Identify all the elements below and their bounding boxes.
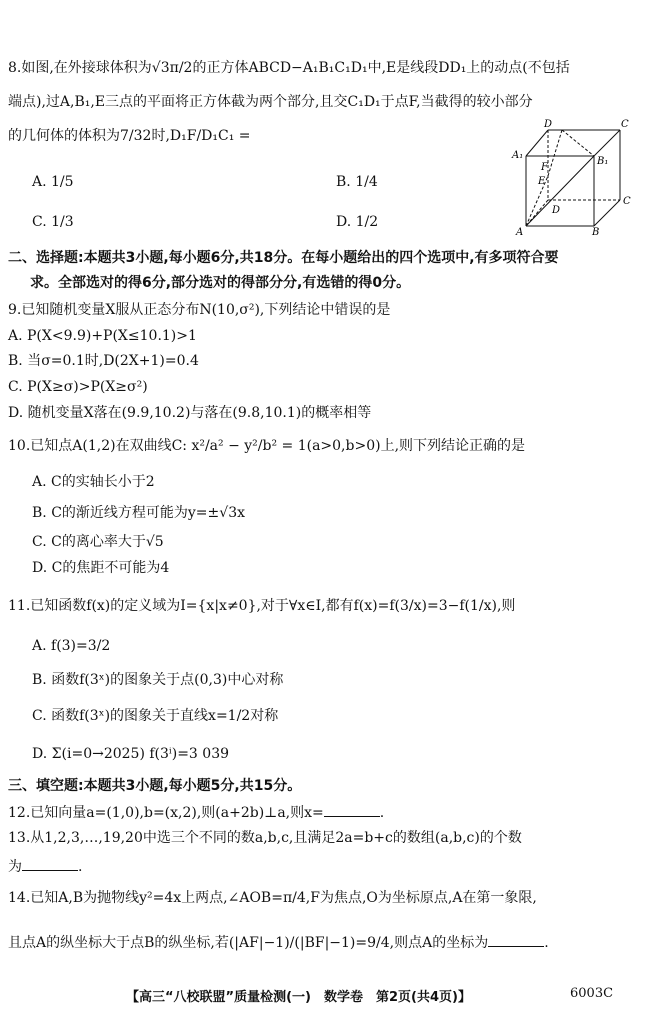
q10-option-b: B. C的渐近线方程可能为y=±√3x <box>32 505 245 521</box>
q9-option-b: B. 当σ=0.1时,D(2X+1)=0.4 <box>8 353 199 369</box>
q13-end: . <box>78 859 83 875</box>
fig-label-f: F <box>541 162 548 173</box>
q10-option-d: D. C的焦距不可能为4 <box>32 560 170 576</box>
section3-heading: 三、填空题:本题共3小题,每小题5分,共15分。 <box>8 778 302 794</box>
q9-stem: 9.已知随机变量X服从正态分布N(10,σ²),下列结论中错误的是 <box>8 302 391 318</box>
q9-option-a: A. P(X<9.9)+P(X≤10.1)>1 <box>8 328 197 344</box>
q10-option-c: C. C的离心率大于√5 <box>32 534 164 550</box>
q14-line2-text: 且点A的纵坐标大于点B的纵坐标,若(|AF|−1)/(|BF|−1)=9/4,则点A的坐标为 <box>8 935 489 951</box>
q14-end: . <box>544 935 549 951</box>
q11-option-a: A. f(3)=3/2 <box>32 638 111 654</box>
q11-option-c: C. 函数f(3ˣ)的图象关于直线x=1/2对称 <box>32 708 279 724</box>
q14-answer-blank[interactable] <box>488 932 544 947</box>
q11-option-d: D. Σ(i=0→2025) f(3ⁱ)=3 039 <box>32 746 230 762</box>
q13-line2-text: 为 <box>8 859 22 875</box>
fig-label-e: E <box>538 176 546 187</box>
q8-line2: 端点),过A,B₁,E三点的平面将正方体截为两个部分,且交C₁D₁于点F,当截得的较小部分 <box>8 94 533 110</box>
fig-label-a1: A₁ <box>512 150 524 161</box>
q8-option-d: D. 1/2 <box>336 214 379 230</box>
footer-title: 【高三“八校联盟”质量检测(一) 数学卷 第2页(共4页)】 <box>126 990 471 1005</box>
q12-end: . <box>379 805 385 821</box>
q8-option-c: C. 1/3 <box>32 214 74 230</box>
q13-line1: 13.从1,2,3,…,19,20中选三个不同的数a,b,c,且满足2a=b+c的数组(a,b,c)的个数 <box>8 830 522 846</box>
fig-label-b: B <box>592 227 600 238</box>
fig-label-b1: B₁ <box>597 156 609 167</box>
q8-option-b: B. 1/4 <box>336 174 378 190</box>
footer-code: 6003C <box>570 986 614 1001</box>
q10-stem: 10.已知点A(1,2)在双曲线C: x²/a² − y²/b² = 1(a>0,b>0)上,则下列结论正确的是 <box>8 438 526 454</box>
section2-heading-line1: 二、选择题:本题共3小题,每小题6分,共18分。在每小题给出的四个选项中,有多项符合要 <box>8 250 559 266</box>
q10-option-a: A. C的实轴长小于2 <box>32 474 155 490</box>
fig-label-d: D <box>552 205 561 216</box>
q12-stem: 12.已知向量a=(1,0),b=(x,2),则(a+2b)⊥a,则x= <box>8 805 324 821</box>
q11-option-b: B. 函数f(3ˣ)的图象关于点(0,3)中心对称 <box>32 672 284 688</box>
q8-line1: 8.如图,在外接球体积为√3π/2的正方体ABCD−A₁B₁C₁D₁中,E是线段DD₁上的动点(不包括 <box>8 60 570 76</box>
fig-label-d1: D <box>544 119 553 130</box>
section2-heading-line2: 求。全部选对的得6分,部分选对的得部分分,有选错的得0分。 <box>30 275 411 291</box>
q11-stem: 11.已知函数f(x)的定义域为I={x|x≠0},对于∀x∈I,都有f(x)=f(3/x)=3−f(1/x),则 <box>8 598 516 614</box>
fig-label-a: A <box>516 227 524 238</box>
cube-figure <box>508 118 638 238</box>
q14-line2 <box>8 932 549 953</box>
q8-line3: 的几何体的体积为7/32时,D₁F/D₁C₁ = <box>8 128 251 144</box>
q12-answer-blank[interactable] <box>324 802 380 817</box>
q9-option-c: C. P(X≥σ)>P(X≥σ²) <box>8 379 148 395</box>
q13-answer-blank[interactable] <box>22 856 78 871</box>
q9-option-d: D. 随机变量X落在(9.9,10.2)与落在(9.8,10.1)的概率相等 <box>8 405 372 421</box>
fig-label-c1: C <box>621 119 629 130</box>
q14-line1: 14.已知A,B为抛物线y²=4x上两点,∠AOB=π/4,F为焦点,O为坐标原点,A在第一象限, <box>8 890 537 906</box>
q8-option-a: A. 1/5 <box>32 174 74 190</box>
q13-line2 <box>8 856 82 877</box>
fig-label-c: C <box>623 196 631 207</box>
q12-line <box>8 802 384 823</box>
